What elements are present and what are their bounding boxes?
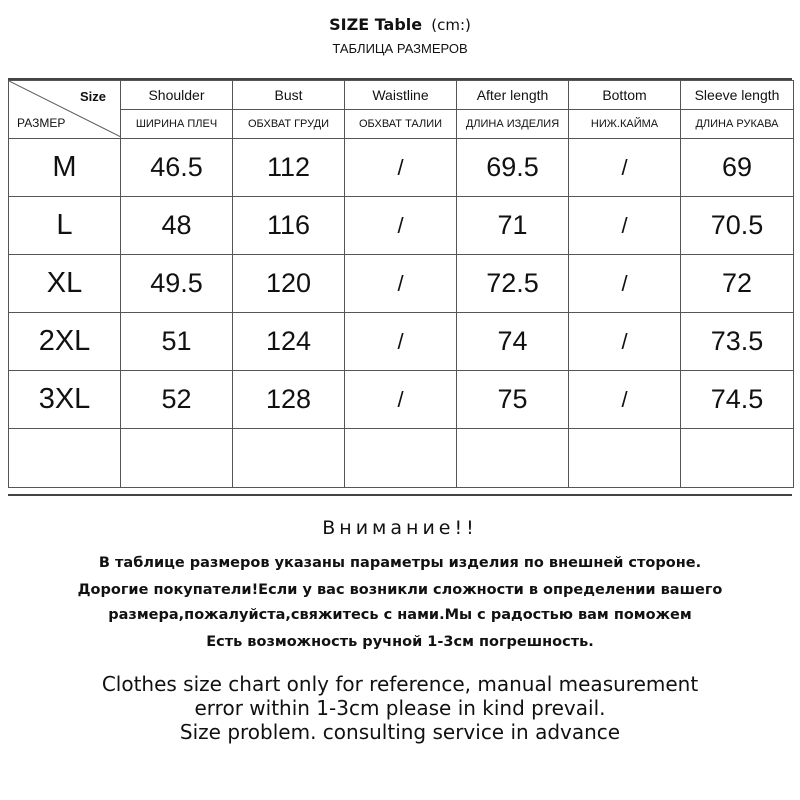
table-cell: / [345, 197, 457, 255]
empty-cell [233, 429, 345, 488]
table-cell: 71 [457, 197, 569, 255]
empty-cell [9, 429, 121, 488]
empty-cell [457, 429, 569, 488]
notice-en-line: error within 1-3cm please in kind prevail. [194, 696, 606, 720]
size-cell: 3XL [9, 371, 121, 429]
table-row [9, 313, 794, 371]
table-cell: / [569, 371, 681, 429]
table-cell: / [569, 197, 681, 255]
header-row-ru [9, 110, 794, 139]
corner-size-label: Size [79, 89, 106, 104]
size-table [8, 80, 794, 488]
table-cell: 112 [233, 139, 345, 197]
notice-ru-line: Дорогие покупатели!Если у вас возникли сложности в определении вашего [77, 582, 723, 598]
empty-table-row [9, 429, 794, 488]
notice-en-line: Clothes size chart only for reference, manual measurement [101, 672, 699, 696]
col-header-bottom-ru: НИЖ.КАЙМА [569, 110, 681, 139]
col-header-waistline: Waistline [345, 81, 457, 110]
table-cell: 52 [121, 371, 233, 429]
table-cell: 69 [681, 139, 794, 197]
table-cell: 120 [233, 255, 345, 313]
table-cell: / [569, 255, 681, 313]
table-cell: / [569, 313, 681, 371]
table-cell: 70.5 [681, 197, 794, 255]
table-row [9, 371, 794, 429]
empty-cell [569, 429, 681, 488]
table-cell: / [345, 139, 457, 197]
table-cell: / [345, 313, 457, 371]
notice-en-line: Size problem. consulting service in advance [179, 720, 621, 744]
table-row [9, 255, 794, 313]
table-row [9, 139, 794, 197]
col-header-bust-ru: ОБХВАТ ГРУДИ [233, 110, 345, 139]
size-cell: M [9, 139, 121, 197]
empty-cell [681, 429, 794, 488]
table-cell: 48 [121, 197, 233, 255]
header-row-en [9, 81, 794, 110]
page-subtitle: ТАБЛИЦА РАЗМЕРОВ [332, 41, 468, 56]
table-cell: 72 [681, 255, 794, 313]
table-cell: 49.5 [121, 255, 233, 313]
title-unit: (cm:) [431, 16, 471, 34]
col-header-shoulder: Shoulder [121, 81, 233, 110]
title-bold: SIZE Table [329, 15, 423, 34]
empty-cell [345, 429, 457, 488]
table-cell: 73.5 [681, 313, 794, 371]
table-cell: 69.5 [457, 139, 569, 197]
notice-ru-line: В таблице размеров указаны параметры изделия по внешней стороне. [98, 555, 702, 571]
table-cell: 124 [233, 313, 345, 371]
size-cell: L [9, 197, 121, 255]
notice-ru-line: Есть возможность ручной 1-3см погрешность. [206, 634, 594, 650]
col-header-shoulder-ru: ШИРИНА ПЛЕЧ [121, 110, 233, 139]
table-cell: / [569, 139, 681, 197]
notice-title: Внимание!! [322, 517, 478, 539]
table-cell: 128 [233, 371, 345, 429]
table-cell: 74.5 [681, 371, 794, 429]
table-cell: 75 [457, 371, 569, 429]
col-header-waistline-ru: ОБХВАТ ТАЛИИ [345, 110, 457, 139]
corner-header-cell [9, 81, 121, 139]
col-header-bust: Bust [233, 81, 345, 110]
table-cell: 46.5 [121, 139, 233, 197]
table-cell: / [345, 371, 457, 429]
col-header-sleeve-length-ru: ДЛИНА РУКАВА [681, 110, 794, 139]
col-header-sleeve-length: Sleeve length [681, 81, 794, 110]
col-header-after-length: After length [457, 81, 569, 110]
size-cell: XL [9, 255, 121, 313]
table-cell: 116 [233, 197, 345, 255]
size-cell: 2XL [9, 313, 121, 371]
col-header-after-length-ru: ДЛИНА ИЗДЕЛИЯ [457, 110, 569, 139]
notice-ru-line: размера,пожалуйста,свяжитесь с нами.Мы с радостью вам поможем [108, 607, 692, 623]
col-header-bottom: Bottom [569, 81, 681, 110]
table-cell: 72.5 [457, 255, 569, 313]
page-title [0, 15, 800, 34]
table-cell: 74 [457, 313, 569, 371]
corner-size-label-ru: РАЗМЕР [17, 116, 66, 130]
table-cell: / [345, 255, 457, 313]
empty-cell [121, 429, 233, 488]
table-cell: 51 [121, 313, 233, 371]
table-row [9, 197, 794, 255]
